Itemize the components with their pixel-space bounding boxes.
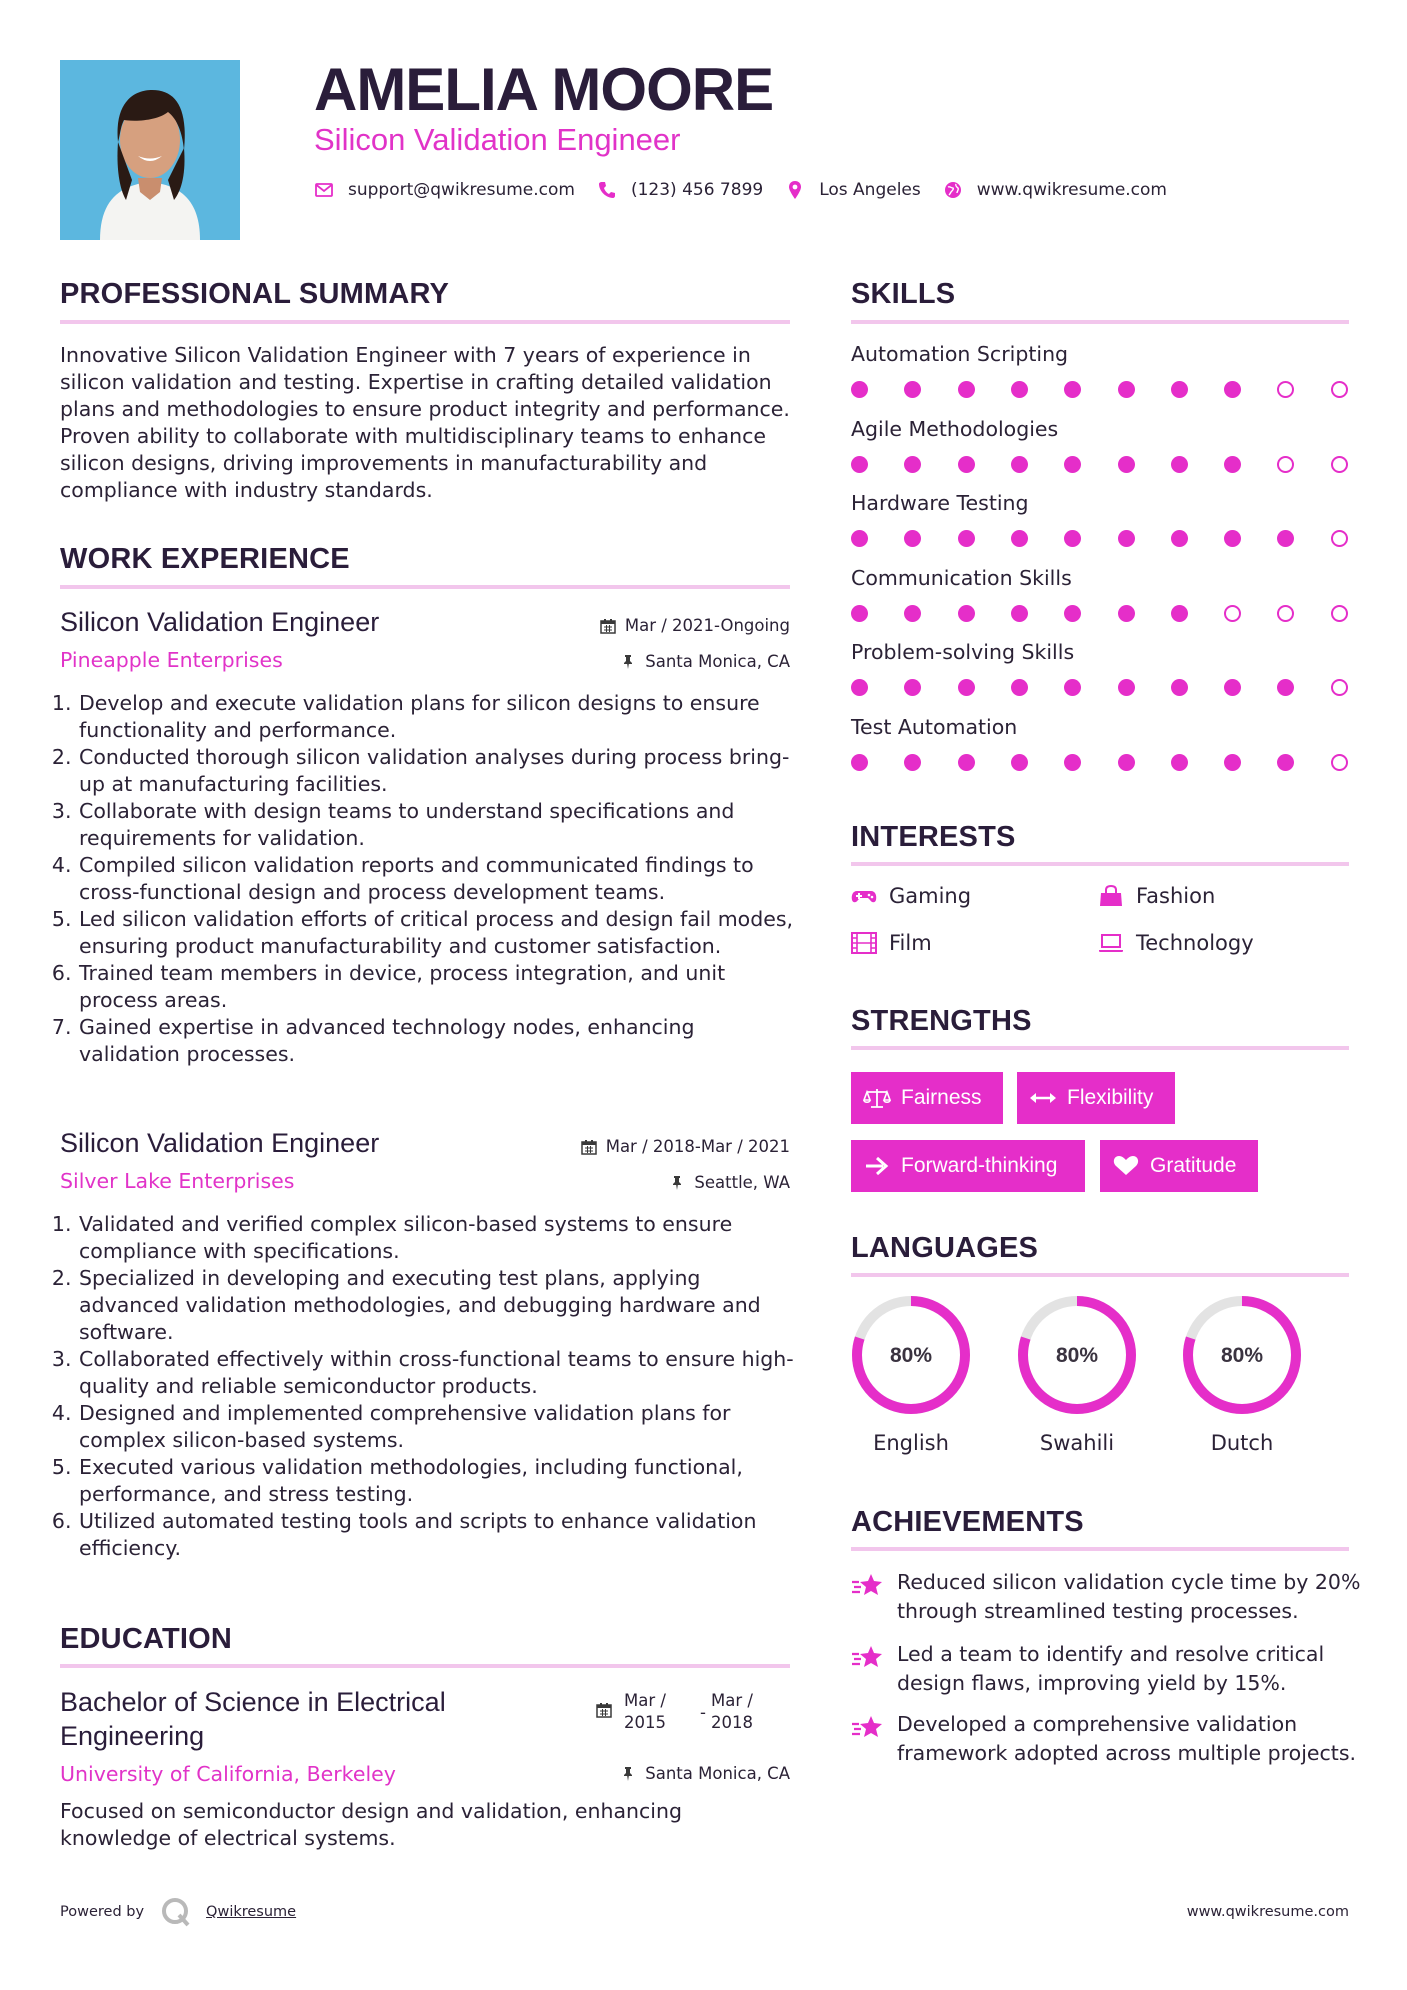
- skill-dot-empty: [1331, 530, 1348, 547]
- skill-dot-filled: [958, 456, 975, 473]
- arrows-horizontal-icon: [1029, 1087, 1057, 1109]
- skill-dot-filled: [1224, 679, 1241, 696]
- skill-dot-filled: [958, 679, 975, 696]
- profile-photo: [60, 60, 240, 240]
- education-school: University of California, Berkeley: [60, 1762, 396, 1786]
- footer-website[interactable]: www.qwikresume.com: [1186, 1904, 1349, 1920]
- skill-dot-filled: [851, 456, 868, 473]
- job-1-title: Silicon Validation Engineer: [60, 607, 380, 637]
- summary-text: Innovative Silicon Validation Engineer with 7 years of experience in silicon validation and testing. Expertise in crafting detailed validation plans and methodologies to ensure product integrity and performance. Proven ability to collaborate with multidisciplinary teams to enhance silicon designs, driving improvements in manufacturability and compliance with industry standards.: [60, 343, 790, 502]
- job-1-company: Pineapple Enterprises: [60, 648, 283, 672]
- achievements-rule: [851, 1547, 1349, 1551]
- skill-label: Automation Scripting: [851, 342, 1069, 366]
- job-2-title: Silicon Validation Engineer: [60, 1128, 380, 1158]
- job-2-location: [669, 1171, 790, 1195]
- skill-dot-filled: [1118, 605, 1135, 622]
- education-location-text: Santa Monica, CA: [645, 1764, 790, 1783]
- skill-dot-filled: [1064, 605, 1081, 622]
- language-item: [1180, 1293, 1304, 1457]
- achievement-text: Led a team to identify and resolve critical design flaws, improving yield by 15%.: [897, 1642, 1325, 1695]
- interest-film: [851, 929, 932, 957]
- skill-label: Test Automation: [851, 715, 1018, 739]
- skill-dot-empty: [1331, 381, 1348, 398]
- skill-label: Agile Methodologies: [851, 416, 1059, 441]
- education-date-dash: -: [700, 1703, 706, 1722]
- film-icon: [851, 932, 877, 954]
- achievement-text: Reduced silicon validation cycle time by 20% through streamlined testing processes.: [897, 1570, 1361, 1623]
- job-2-bullet: 3. Collaborated effectively within cross-functional teams to ensure high-quality and reliable semiconductor products.: [78, 1346, 798, 1400]
- pin-icon: [669, 1175, 685, 1191]
- achievement-item: [851, 1710, 1361, 1768]
- calendar-icon: [596, 1702, 612, 1718]
- interest-technology-label: Technology: [1136, 931, 1254, 955]
- envelope-icon: [314, 180, 334, 200]
- arrow-right-icon: [863, 1155, 891, 1177]
- skill-rating: [851, 754, 1351, 774]
- job-1-bullet: 3. Collaborate with design teams to understand specifications and requirements for validation.: [78, 798, 798, 852]
- skill-dot-empty: [1224, 605, 1241, 622]
- contact-phone-text: (123) 456 7899: [630, 180, 764, 200]
- skill-dot-filled: [958, 381, 975, 398]
- skill-dot-filled: [1118, 381, 1135, 398]
- interest-fashion: [1098, 882, 1215, 910]
- skill-dot-filled: [1118, 456, 1135, 473]
- job-2-bullet: 6. Utilized automated testing tools and scripts to enhance validation efficiency.: [78, 1508, 798, 1562]
- skill-dot-filled: [958, 605, 975, 622]
- languages-rule: [851, 1273, 1349, 1277]
- skill-dot-filled: [904, 754, 921, 771]
- summary-rule: [60, 320, 790, 324]
- skill-dot-filled: [1171, 679, 1188, 696]
- skill-dot-empty: [1331, 754, 1348, 771]
- job-1-location: [620, 650, 790, 674]
- skill-dot-filled: [1064, 381, 1081, 398]
- skill-rating: [851, 530, 1351, 550]
- heart-icon: [1112, 1155, 1140, 1177]
- education-end-month: Mar /: [711, 1691, 753, 1710]
- achievement-item: [851, 1568, 1361, 1626]
- skills-rule: [851, 320, 1349, 324]
- skill-dot-filled: [851, 381, 868, 398]
- skill-dot-empty: [1277, 381, 1294, 398]
- skill-dot-filled: [904, 605, 921, 622]
- laptop-icon: [1098, 932, 1124, 954]
- language-percent: 80%: [1220, 1344, 1264, 1367]
- skill-dot-filled: [1171, 530, 1188, 547]
- contact-website-text: www.qwikresume.com: [976, 180, 1167, 200]
- language-ring: [1180, 1293, 1304, 1417]
- shooting-star-icon: [851, 1570, 883, 1600]
- skill-rating: [851, 381, 1351, 401]
- contact-location-text: Los Angeles: [819, 180, 921, 200]
- experience-rule: [60, 585, 790, 589]
- achievement-text: Developed a comprehensive validation framework adopted across multiple projects.: [897, 1712, 1357, 1765]
- job-2-bullet: 5. Executed various validation methodologies, including functional, performance, and stress testing.: [78, 1454, 798, 1508]
- skills-heading: SKILLS: [851, 278, 956, 310]
- language-ring: [849, 1293, 973, 1417]
- language-label: Swahili: [1039, 1431, 1115, 1455]
- job-2-bullet: 2. Specialized in developing and executing test plans, applying advanced validation methodologies, and debugging hardware and software.: [78, 1265, 798, 1346]
- contact-website[interactable]: [943, 180, 1167, 200]
- education-start-month: Mar /: [624, 1691, 666, 1710]
- skill-dot-filled: [1171, 754, 1188, 771]
- skill-dot-filled: [1064, 754, 1081, 771]
- job-1-bullets: [60, 690, 798, 1068]
- shooting-star-icon: [851, 1642, 883, 1672]
- summary-heading: PROFESSIONAL SUMMARY: [60, 278, 450, 310]
- pin-icon: [620, 1766, 636, 1782]
- skill-dot-filled: [1011, 679, 1028, 696]
- skill-dot-filled: [958, 530, 975, 547]
- job-1-bullet: 2. Conducted thorough silicon validation analyses during process bring-up at manufacturing facilities.: [78, 744, 798, 798]
- contact-location: [785, 180, 921, 200]
- skill-dot-filled: [1011, 456, 1028, 473]
- language-percent: 80%: [1055, 1344, 1099, 1367]
- skill-dot-filled: [904, 456, 921, 473]
- interests-rule: [851, 862, 1349, 866]
- powered-by-text: Powered by: [60, 1904, 145, 1920]
- skill-dot-filled: [958, 754, 975, 771]
- strengths-heading: STRENGTHS: [851, 1005, 1032, 1037]
- strength-gratitude: [1100, 1140, 1258, 1192]
- pin-icon: [620, 654, 636, 670]
- skill-dot-empty: [1331, 456, 1348, 473]
- skill-dot-filled: [1011, 530, 1028, 547]
- skill-dot-filled: [1224, 530, 1241, 547]
- job-1-bullet: 5. Led silicon validation efforts of critical process and design fail modes, ensuring product manufacturability and customer satisfaction.: [78, 906, 798, 960]
- job-2-dates-text: Mar / 2018-Mar / 2021: [605, 1137, 790, 1156]
- skill-dot-empty: [1331, 605, 1348, 622]
- achievements-heading: ACHIEVEMENTS: [851, 1506, 1084, 1538]
- job-1-location-text: Santa Monica, CA: [645, 652, 790, 671]
- language-label: English: [873, 1431, 949, 1455]
- skill-dot-filled: [851, 679, 868, 696]
- education-start-year: 2015: [624, 1713, 666, 1732]
- skill-dot-filled: [1277, 530, 1294, 547]
- skill-label: Communication Skills: [851, 565, 1072, 590]
- skill-dot-filled: [1064, 679, 1081, 696]
- job-1-dates: [600, 614, 790, 638]
- skill-dot-filled: [1277, 679, 1294, 696]
- language-item: [849, 1293, 973, 1457]
- education-end-year: 2018: [711, 1713, 753, 1732]
- education-description: Focused on semiconductor design and validation, enhancing knowledge of electrical systems.: [60, 1799, 682, 1850]
- skill-label: Hardware Testing: [851, 491, 1029, 516]
- achievement-item: [851, 1640, 1361, 1698]
- calendar-icon: [581, 1139, 597, 1155]
- balance-scale-icon: [863, 1087, 891, 1109]
- skill-dot-filled: [904, 381, 921, 398]
- skill-dot-empty: [1277, 456, 1294, 473]
- job-2-company: Silver Lake Enterprises: [60, 1169, 295, 1193]
- skill-dot-filled: [904, 679, 921, 696]
- shooting-star-icon: [851, 1712, 883, 1742]
- skill-rating: [851, 679, 1351, 699]
- skill-dot-filled: [904, 530, 921, 547]
- contact-email-text: support@qwikresume.com: [348, 180, 575, 200]
- job-1-bullet: 4. Compiled silicon validation reports and communicated findings to cross-functional design and process development teams.: [78, 852, 798, 906]
- skill-dot-filled: [1171, 381, 1188, 398]
- experience-heading: WORK EXPERIENCE: [60, 543, 350, 575]
- job-1-bullet: 7. Gained expertise in advanced technology nodes, enhancing validation processes.: [78, 1014, 798, 1068]
- strength-fairness: [851, 1072, 1003, 1124]
- interests-heading: INTERESTS: [851, 821, 1016, 853]
- strength-gratitude-label: Gratitude: [1150, 1154, 1237, 1177]
- job-2-dates: [581, 1135, 790, 1159]
- language-percent: 80%: [889, 1344, 933, 1367]
- job-2-bullet: 4. Designed and implemented comprehensive validation plans for complex silicon-based systems.: [78, 1400, 798, 1454]
- job-2-bullet: 1. Validated and verified complex silicon-based systems to ensure compliance with specifications.: [78, 1211, 798, 1265]
- strength-flexibility: [1017, 1072, 1175, 1124]
- interest-gaming: [851, 882, 971, 910]
- education-degree: Bachelor of Science in Electrical Engineering: [60, 1687, 446, 1751]
- skill-dot-filled: [851, 754, 868, 771]
- skill-dot-filled: [1011, 605, 1028, 622]
- skill-dot-filled: [1118, 530, 1135, 547]
- contact-bar: [314, 176, 1189, 204]
- skill-rating: [851, 456, 1351, 476]
- candidate-title: Silicon Validation Engineer: [314, 122, 681, 157]
- qwikresume-link[interactable]: Qwikresume: [206, 1904, 297, 1920]
- education-rule: [60, 1664, 790, 1668]
- skill-dot-filled: [1064, 456, 1081, 473]
- skill-dot-filled: [1224, 381, 1241, 398]
- language-label: Dutch: [1210, 1431, 1274, 1455]
- interest-fashion-label: Fashion: [1136, 884, 1216, 908]
- strengths-rule: [851, 1046, 1349, 1050]
- education-description-wrap: [60, 1798, 780, 1852]
- skill-dot-filled: [1171, 605, 1188, 622]
- globe-icon: [943, 180, 963, 200]
- job-2-bullets: [60, 1211, 798, 1562]
- strength-fairness-label: Fairness: [901, 1086, 982, 1109]
- skill-dot-filled: [1118, 754, 1135, 771]
- contact-phone[interactable]: [597, 180, 763, 200]
- interest-technology: [1098, 929, 1254, 957]
- candidate-name: AMELIA MOORE: [314, 56, 774, 123]
- skill-dot-filled: [1011, 754, 1028, 771]
- skill-dot-filled: [851, 605, 868, 622]
- map-marker-icon: [785, 180, 805, 200]
- skill-dot-filled: [1011, 381, 1028, 398]
- education-dates: [596, 1690, 792, 1738]
- contact-email[interactable]: [314, 180, 575, 200]
- qwikresume-logo-icon: [160, 1896, 192, 1928]
- skill-dot-filled: [1224, 754, 1241, 771]
- skill-dot-filled: [1064, 530, 1081, 547]
- job-1-bullet: 1. Develop and execute validation plans for silicon designs to ensure functionality and performance.: [78, 690, 798, 744]
- skill-dot-empty: [1331, 679, 1348, 696]
- summary-section: [60, 342, 790, 504]
- skill-rating: [851, 605, 1351, 625]
- job-2-location-text: Seattle, WA: [694, 1173, 790, 1192]
- strength-forward-thinking-label: Forward-thinking: [901, 1154, 1058, 1177]
- language-ring: [1015, 1293, 1139, 1417]
- gamepad-icon: [851, 885, 877, 907]
- skill-dot-filled: [1277, 754, 1294, 771]
- footer-powered-by: [60, 1896, 296, 1928]
- phone-icon: [597, 180, 617, 200]
- skill-dot-filled: [1224, 456, 1241, 473]
- skill-dot-filled: [851, 530, 868, 547]
- strength-flexibility-label: Flexibility: [1067, 1086, 1154, 1109]
- skill-dot-empty: [1277, 605, 1294, 622]
- job-1-bullet: 6. Trained team members in device, process integration, and unit process areas.: [78, 960, 798, 1014]
- job-1-dates-text: Mar / 2021-Ongoing: [624, 616, 790, 635]
- education-location: [620, 1762, 790, 1786]
- shopping-bag-icon: [1098, 885, 1124, 907]
- skill-label: Problem-solving Skills: [851, 640, 1075, 665]
- education-heading: EDUCATION: [60, 1623, 233, 1655]
- calendar-icon: [600, 618, 616, 634]
- interest-gaming-label: Gaming: [889, 884, 972, 908]
- skill-dot-filled: [1118, 679, 1135, 696]
- skill-dot-filled: [1171, 456, 1188, 473]
- strength-forward-thinking: [851, 1140, 1085, 1192]
- languages-heading: LANGUAGES: [851, 1232, 1039, 1264]
- language-item: [1015, 1293, 1139, 1457]
- interest-film-label: Film: [889, 931, 932, 955]
